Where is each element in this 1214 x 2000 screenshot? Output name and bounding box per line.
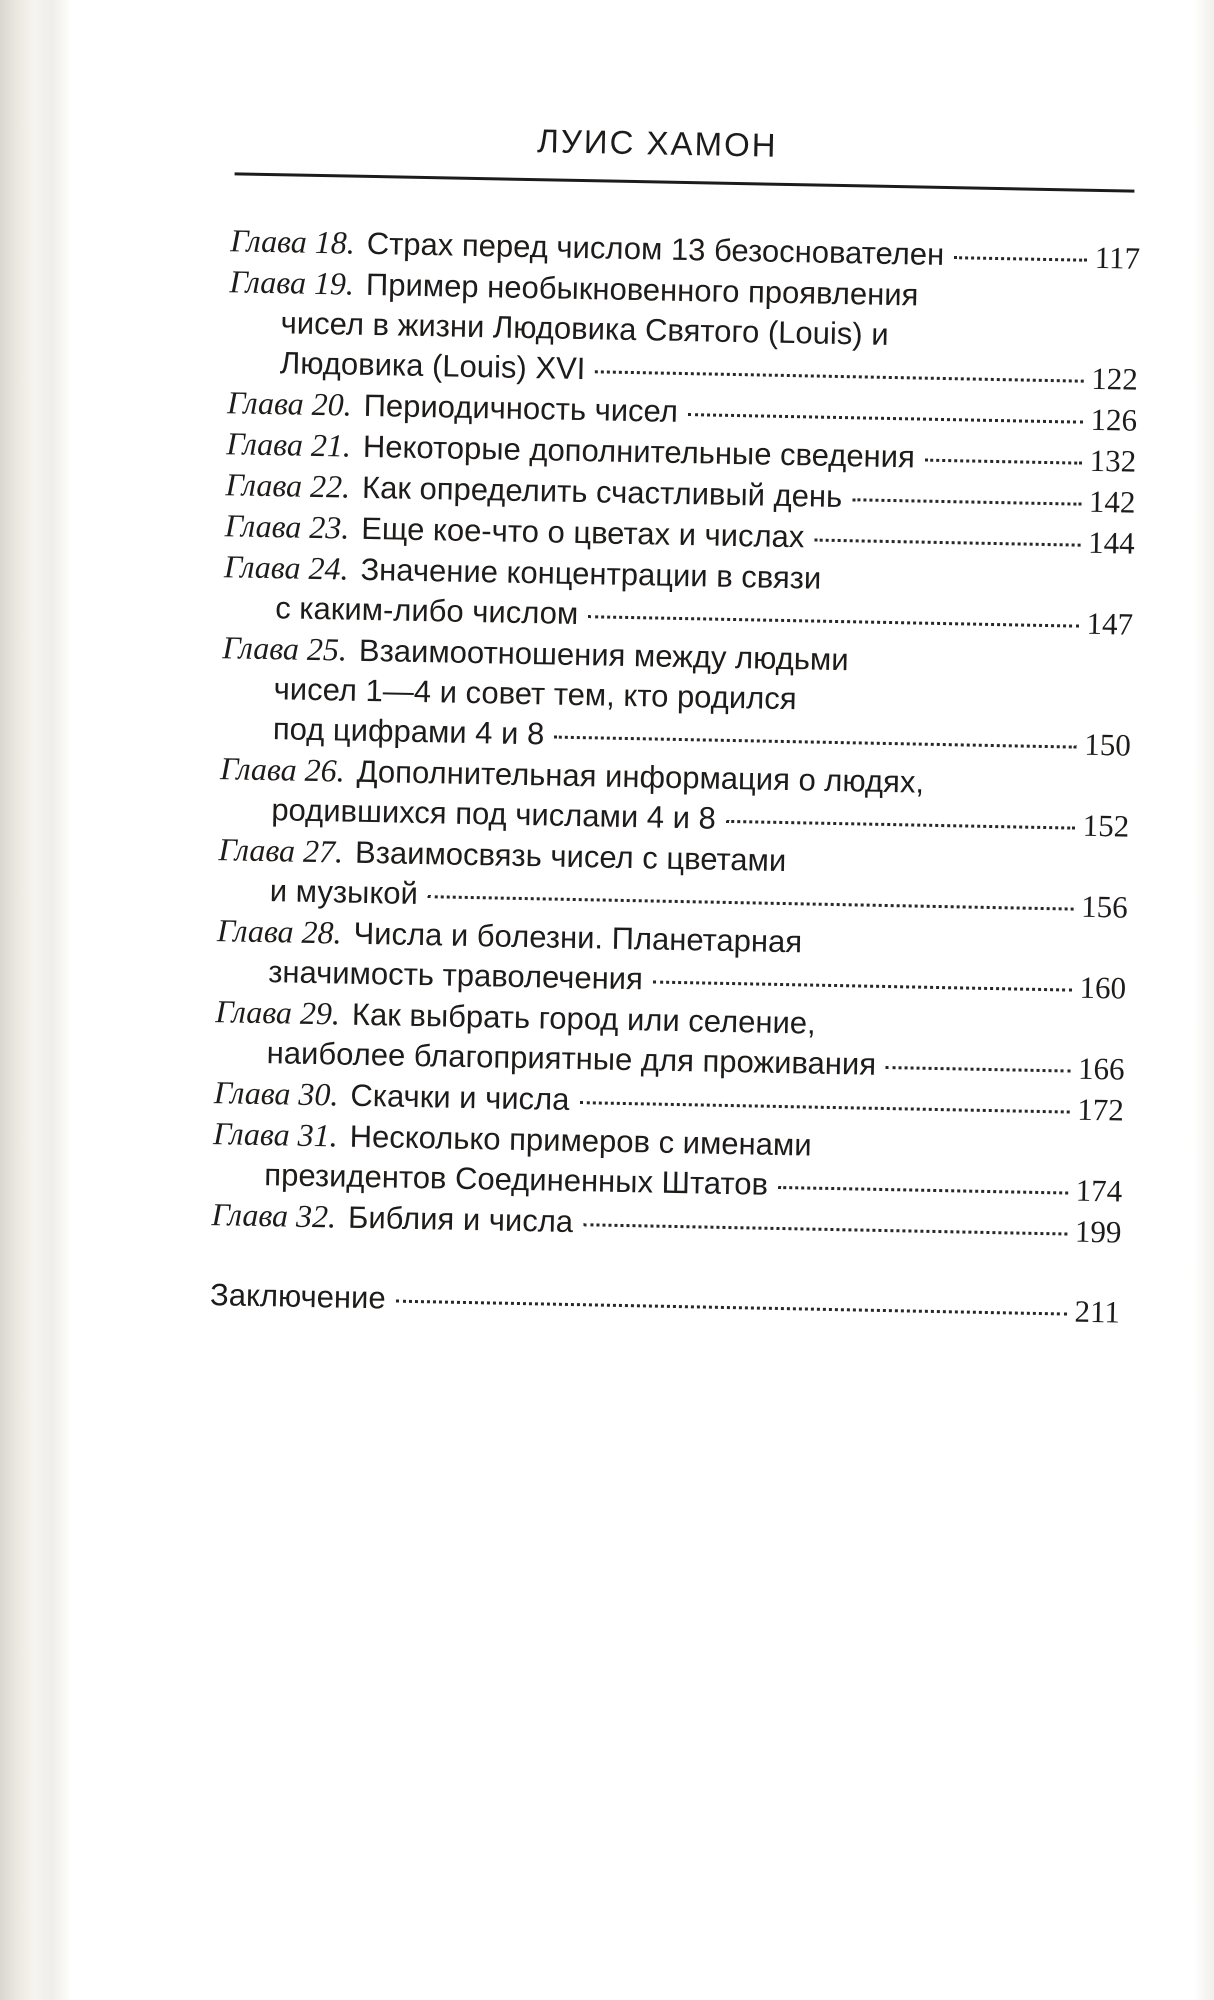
dot-leader xyxy=(726,820,1075,830)
chapter-label: Глава 21. xyxy=(226,425,352,464)
chapter-title: Периодичность чисел xyxy=(363,387,679,429)
chapter-label: Глава 25. xyxy=(222,629,348,668)
page-number: 126 xyxy=(1090,401,1138,438)
page-number: 132 xyxy=(1089,442,1137,479)
toc-entry-chapter-19 xyxy=(228,261,1140,399)
page-number: 147 xyxy=(1086,605,1134,642)
chapter-label: Глава 32. xyxy=(211,1196,337,1235)
dot-leader xyxy=(925,459,1082,465)
chapter-label: Глава 31. xyxy=(212,1115,339,1154)
chapter-label: Глава 22. xyxy=(225,466,351,505)
page-number: 122 xyxy=(1090,360,1139,397)
chapter-title-continued: под цифрами 4 и 8 xyxy=(272,711,545,752)
dot-leader xyxy=(852,498,1081,505)
chapter-title: Числа и болезни. Планетарная xyxy=(353,915,803,960)
chapter-label: Глава 29. xyxy=(215,993,341,1032)
chapter-label: Глава 26. xyxy=(219,750,346,789)
running-head: ЛУИС ХАМОН xyxy=(536,122,778,164)
chapter-label: Глава 30. xyxy=(213,1074,339,1113)
chapter-label: Глава 27. xyxy=(218,831,344,870)
chapter-title: Скачки и числа xyxy=(350,1077,570,1117)
table-of-contents xyxy=(210,220,1141,1332)
chapter-label: Глава 24. xyxy=(223,548,349,587)
chapter-label: Глава 19. xyxy=(229,263,355,302)
page-number: 211 xyxy=(1074,1293,1121,1330)
chapter-title-continued: родившихся под числами 4 и 8 xyxy=(271,792,717,836)
chapter-title: Значение концентрации в связи xyxy=(360,551,822,596)
page-number: 156 xyxy=(1080,888,1129,925)
page-number: 160 xyxy=(1079,969,1127,1006)
chapter-title: Дополнительная информация о людях, xyxy=(356,753,925,800)
dot-leader xyxy=(396,1300,1067,1316)
dot-leader xyxy=(778,1186,1068,1195)
chapter-title-continued: с каким-либо числом xyxy=(274,590,579,632)
page-number: 172 xyxy=(1076,1091,1125,1128)
chapter-title-continued: наиболее благоприятные для проживания xyxy=(266,1035,877,1082)
page-right-edge xyxy=(1194,0,1214,2000)
page-number: 150 xyxy=(1083,726,1132,763)
chapter-title: Библия и числа xyxy=(347,1199,574,1240)
dot-leader xyxy=(428,895,1073,910)
dot-leader xyxy=(688,413,1083,424)
conclusion-title: Заключение xyxy=(209,1277,386,1316)
dot-leader xyxy=(583,1223,1067,1235)
chapter-title: Еще кое-что о цветах и числах xyxy=(360,510,805,555)
chapter-title-continued: чисел 1—4 и совет тем, кто родился xyxy=(273,671,797,717)
dot-leader xyxy=(653,981,1072,992)
chapter-label: Глава 23. xyxy=(224,507,350,546)
page-number: 166 xyxy=(1077,1050,1125,1087)
chapter-title-continued: значимость траволечения xyxy=(267,954,644,997)
header-rule xyxy=(235,172,1135,192)
page-number: 117 xyxy=(1094,239,1141,276)
dot-leader xyxy=(954,256,1087,262)
dot-leader xyxy=(595,370,1083,382)
book-page xyxy=(32,0,1200,2000)
chapter-title: Взаимоотношения между людьми xyxy=(358,632,849,678)
chapter-title: Страх перед числом 13 безоснователен xyxy=(366,225,945,272)
page-number: 199 xyxy=(1074,1213,1122,1250)
dot-leader xyxy=(814,539,1080,547)
dot-leader xyxy=(886,1066,1070,1073)
page-number: 144 xyxy=(1087,524,1136,561)
page-number: 152 xyxy=(1082,807,1130,844)
dot-leader xyxy=(579,1101,1069,1113)
chapter-title-continued: и музыкой xyxy=(269,873,419,911)
chapter-label: Глава 20. xyxy=(226,384,353,423)
page-number: 142 xyxy=(1088,483,1136,520)
chapter-label: Глава 28. xyxy=(216,912,342,951)
toc-entry-chapter-25 xyxy=(221,627,1133,765)
page-number: 174 xyxy=(1075,1172,1123,1209)
chapter-title: Пример необыкновенного проявления xyxy=(365,266,919,313)
chapter-title: Несколько примеров с именами xyxy=(349,1118,812,1163)
chapter-title: Как выбрать город или селение, xyxy=(351,996,817,1041)
chapter-title: Как определить счастливый день xyxy=(361,469,843,515)
chapter-title-continued: президентов Соединенных Штатов xyxy=(264,1157,769,1202)
dot-leader xyxy=(588,615,1078,627)
chapter-title-continued: чисел в жизни Людовика Святого (Louis) и xyxy=(280,305,889,352)
chapter-title-continued: Людовика (Louis) XVI xyxy=(279,345,586,387)
dot-leader xyxy=(554,736,1076,749)
chapter-title: Некоторые дополнительные сведения xyxy=(362,428,916,475)
chapter-title: Взаимосвязь чисел с цветами xyxy=(354,834,787,879)
chapter-label: Глава 18. xyxy=(229,222,356,261)
